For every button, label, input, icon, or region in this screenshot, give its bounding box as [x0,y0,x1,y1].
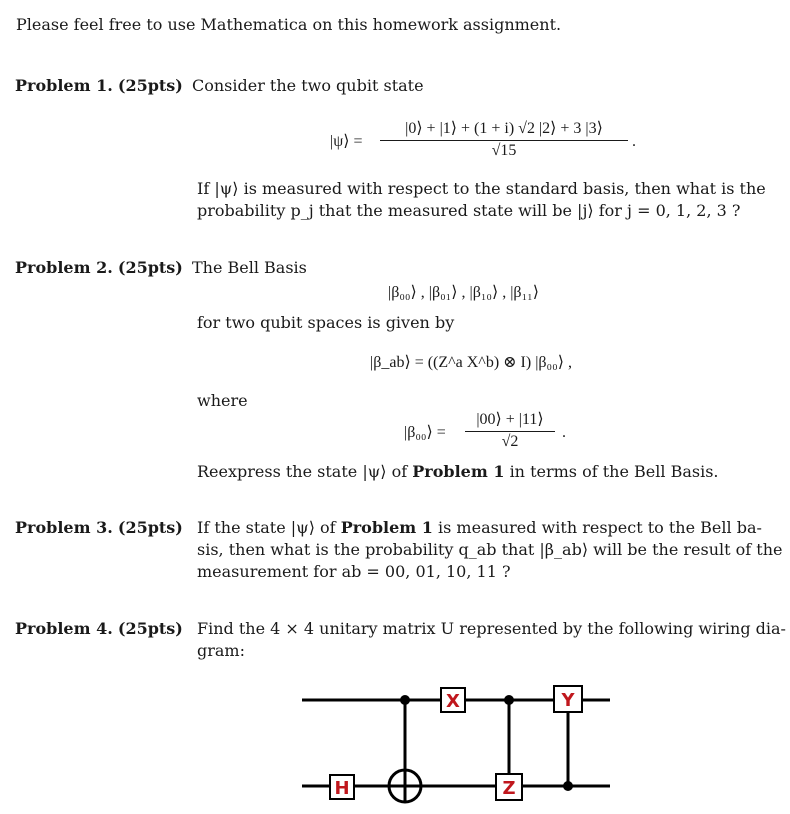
problem-1-label: Problem 1. [15,76,113,95]
problem-1-heading [15,76,424,96]
problem-1-text-line1: If |ψ⟩ is measured with respect to the standard basis, then what is the [197,179,766,198]
problem-2-given-text: for two qubit spaces is given by [197,313,455,332]
problem-1-fraction [380,118,628,160]
problem-1-eq-denominator: √15 [491,142,517,159]
problem-1-points: (25pts) [117,76,183,95]
problem-4-line2: gram: [197,641,245,660]
problem-3-line1-bold: Problem 1 [340,518,433,537]
problem-3-line2: sis, then what is the probability q_ab that |β_ab⟩ will be the result of the [197,540,783,559]
problem-3-line3: measurement for ab = 00, 01, 10, 11 ? [197,562,511,581]
problem-1-text-line2: probability p_j that the measured state will be |j⟩ for j = 0, 1, 2, 3 ? [197,201,741,220]
intro-text: Please feel free to use Mathematica on this homework assignment. [16,15,562,34]
cnot-control-dot [400,695,410,705]
problem-3-heading [15,518,183,538]
problem-4-points: (25pts) [117,619,183,638]
problem-1-intro: Consider the two qubit state [191,76,424,95]
problem-1-eq-lhs: |ψ⟩ = [330,133,363,150]
problem-1-eq-end: . [632,133,636,150]
problem-2-where-text: where [197,391,248,410]
problem-2-label: Problem 2. [15,258,113,277]
wiring-diagram [300,678,620,808]
x-gate-label: X [446,691,460,712]
problem-2-reexpress-post: in terms of the Bell Basis. [509,462,719,481]
problem-2-b00-denominator: √2 [501,433,519,450]
problem-3-line1-post: is measured with respect to the Bell ba- [438,518,762,537]
cy-control-dot [563,781,573,791]
problem-2-b00-lhs: |β₀₀⟩ = [404,424,446,441]
problem-3-label: Problem 3. [15,518,113,537]
problem-2-reexpress-bold: Problem 1 [412,462,505,481]
problem-2-b00-fraction [465,409,555,451]
cz-control-dot [504,695,514,705]
y-gate-label: Y [561,690,575,711]
problem-2-bell-basis: |β₀₀⟩ , |β₀₁⟩ , |β₁₀⟩ , |β₁₁⟩ [388,284,539,301]
z-gate-label: Z [502,778,516,799]
problem-2-b00-numerator: |00⟩ + |11⟩ [465,409,555,432]
problem-3-line1 [197,518,762,538]
problem-3-points: (25pts) [117,518,183,537]
h-gate-label: H [334,778,350,799]
problem-2-b00-end: . [562,424,566,441]
problem-3-line1-pre: If the state |ψ⟩ of [197,518,336,537]
problem-1-eq-numerator: |0⟩ + |1⟩ + (1 + i) √2 |2⟩ + 3 |3⟩ [380,118,628,141]
problem-2-reexpress [197,462,718,482]
problem-2-intro: The Bell Basis [191,258,307,277]
problem-2-definition: |β_ab⟩ = ((Z^a X^b) ⊗ I) |β₀₀⟩ , [370,354,572,371]
problem-2-heading [15,258,307,278]
problem-4-line1: Find the 4 × 4 unitary matrix U represented by the following wiring dia- [197,619,786,638]
problem-2-points: (25pts) [117,258,183,277]
problem-4-heading [15,619,183,639]
problem-4-label: Problem 4. [15,619,113,638]
problem-2-reexpress-pre: Reexpress the state |ψ⟩ of [197,462,408,481]
